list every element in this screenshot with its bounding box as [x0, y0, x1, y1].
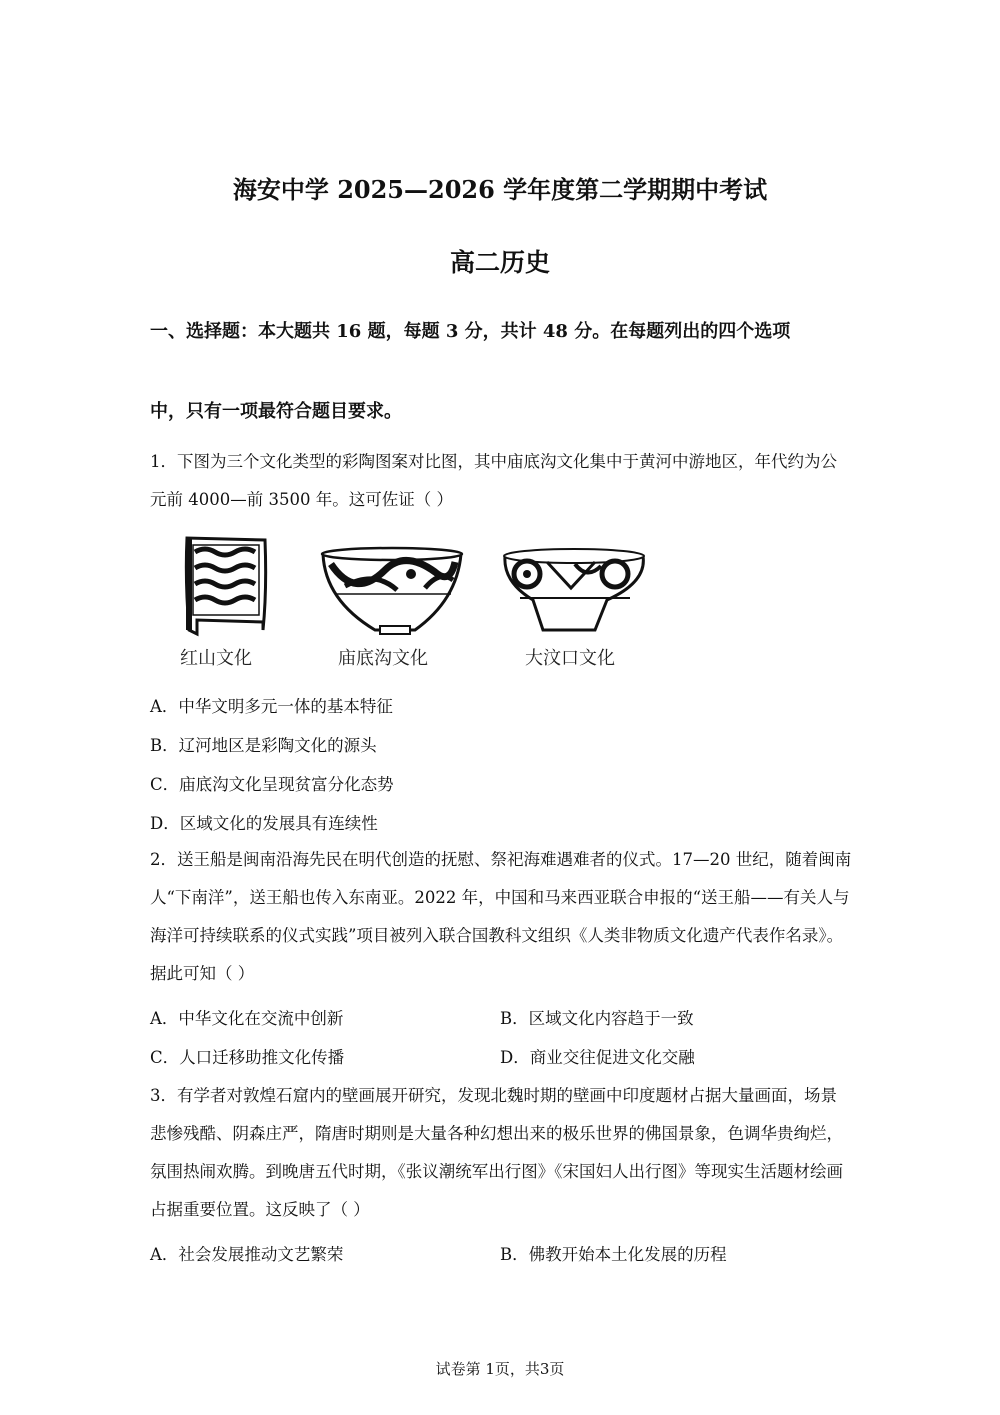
- miaodigou-pottery-image: [322, 548, 462, 634]
- q2-option-c[interactable]: C．人口迁移助推文化传播: [150, 1048, 345, 1067]
- q2-option-a[interactable]: A．中华文化在交流中创新: [150, 1009, 344, 1028]
- subject-title: 高二历史: [449, 248, 550, 277]
- question-1-stem: 1．下图为三个文化类型的彩陶图案对比图，其中庙底沟文化集中于黄河中游地区，年代约为公元前 4000—前 3500 年。这可佐证（ ）: [150, 452, 837, 509]
- section-heading-line1: 一、选择题：本大题共 16 题，每题 3 分，共计 48 分。在每题列出的四个选项: [150, 321, 791, 342]
- label-miaodigou: 庙底沟文化: [338, 648, 428, 669]
- exam-title: 海安中学 2025—2026 学年度第二学期期中考试: [232, 175, 768, 204]
- label-hongshan: 红山文化: [180, 648, 252, 669]
- q1-option-a[interactable]: A．中华文明多元一体的基本特征: [150, 697, 393, 716]
- dawenkou-pottery-image: [504, 549, 644, 630]
- page-footer: 试卷第 1页，共3页: [435, 1360, 565, 1378]
- question-3-stem: 3．有学者对敦煌石窟内的壁画展开研究，发现北魏时期的壁画中印度题材占据大量画面，场景悲惨残酷、阴森庄严，隋唐时期则是大量各种幻想出来的极乐世界的佛国景象，色调华贵绚烂，氛围热闹欢腾。到晚唐五代时期，《张议潮统军出行图》《宋国妇人出行图》等现实生活题材绘画占据重要位置。这反映了（ ）: [150, 1086, 843, 1219]
- q3-option-a[interactable]: A．社会发展推动文艺繁荣: [150, 1245, 344, 1264]
- question-2-stem: 2．送王船是闽南沿海先民在明代创造的抚慰、祭祀海难遇难者的仪式。17—20 世纪，随着闽南人“下南洋”，送王船也传入东南亚。2022 年，中国和马来西亚联合申报的“送王船——有关人与海洋可持续联系的仪式实践”项目被列入联合国教科文组织《人类非物质文化遗产代表作名录》。据此可知（ ）: [150, 850, 852, 983]
- q1-option-d[interactable]: D．区域文化的发展具有连续性: [150, 814, 378, 833]
- hongshan-pottery-image: [186, 538, 265, 634]
- q3-option-b[interactable]: B．佛教开始本土化发展的历程: [500, 1245, 727, 1264]
- section-heading-line2: 中，只有一项最符合题目要求。: [150, 401, 402, 422]
- label-dawenkou: 大汶口文化: [525, 648, 615, 669]
- q2-option-d[interactable]: D．商业交往促进文化交融: [500, 1048, 695, 1067]
- q1-option-c[interactable]: C．庙底沟文化呈现贫富分化态势: [150, 775, 394, 794]
- pottery-illustration: [175, 530, 645, 640]
- q1-option-b[interactable]: B．辽河地区是彩陶文化的源头: [150, 736, 377, 755]
- q2-option-b[interactable]: B．区域文化内容趋于一致: [500, 1009, 694, 1028]
